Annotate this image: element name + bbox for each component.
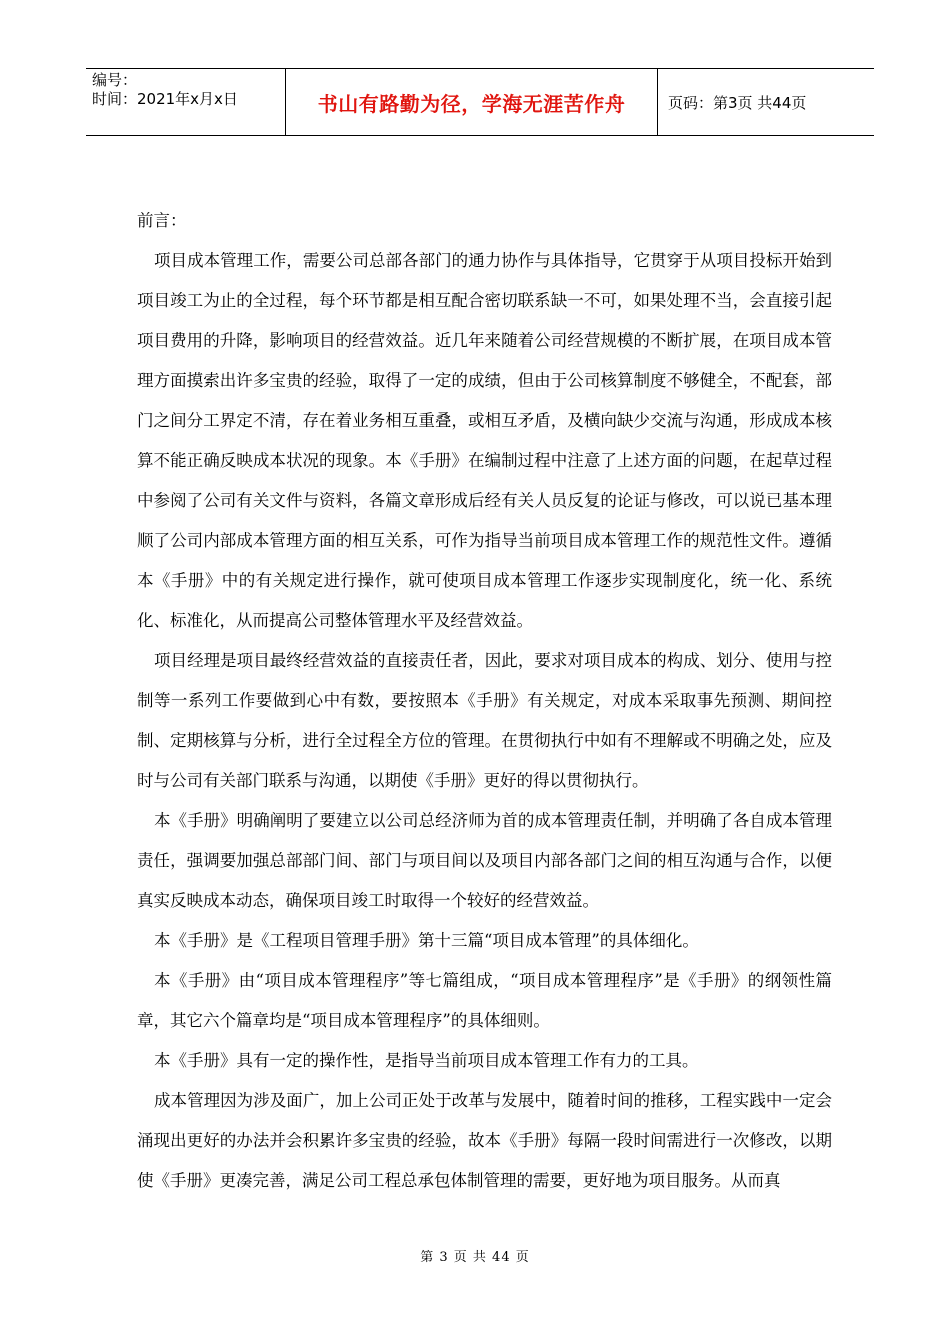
paragraph: 本《手册》是《工程项目管理手册》第十三篇“项目成本管理”的具体细化。 bbox=[154, 931, 699, 950]
paragraph: 项目经理是项目最终经营效益的直接责任者，因此，要求对项目成本的构成、划分、使用与控制等一系列工作要做到心中有数，要按照本《手册》有关规定，对成本采取事先预测、期间控制、定期核算与分析，进行全过程全方位的管理。在贯彻执行中如有不理解或不明确之处，应及时与公司有关部门联系与沟通，以期使《手册》更好的得以贯彻执行。 bbox=[137, 651, 832, 790]
preface-heading: 前言： bbox=[137, 211, 187, 230]
document-date-label: 时间：2021年x月x日 bbox=[92, 90, 238, 108]
document-body bbox=[137, 201, 832, 1201]
header-page-info: 页码：第3页 共44页 bbox=[668, 93, 807, 112]
paragraph: 本《手册》由“项目成本管理程序”等七篇组成，“项目成本管理程序”是《手册》的纲领性篇章，其它六个篇章均是“项目成本管理程序”的具体细则。 bbox=[137, 971, 832, 1030]
paragraph: 本《手册》明确阐明了要建立以公司总经济师为首的成本管理责任制，并明确了各自成本管理责任，强调要加强总部部门间、部门与项目间以及项目内部各部门之间的相互沟通与合作，以便真实反映成本动态，确保项目竣工时取得一个较好的经营效益。 bbox=[137, 811, 832, 910]
paragraph: 本《手册》具有一定的操作性，是指导当前项目成本管理工作有力的工具。 bbox=[154, 1051, 699, 1070]
paragraph: 成本管理因为涉及面广，加上公司正处于改革与发展中，随着时间的推移，工程实践中一定会涌现出更好的办法并会积累许多宝贵的经验，故本《手册》每隔一段时间需进行一次修改，以期使《手册》更凑完善，满足公司工程总承包体制管理的需要，更好地为项目服务。从而真 bbox=[137, 1091, 832, 1190]
header-motto: 书山有路勤为径，学海无涯苦作舟 bbox=[286, 69, 658, 135]
document-number-label: 编号： bbox=[92, 71, 138, 89]
paragraph: 项目成本管理工作，需要公司总部各部门的通力协作与具体指导，它贯穿于从项目投标开始到项目竣工为止的全过程，每个环节都是相互配合密切联系缺一不可，如果处理不当，会直接引起项目费用的升降，影响项目的经营效益。近几年来随着公司经营规模的不断扩展，在项目成本管理方面摸索出许多宝贵的经验，取得了一定的成绩，但由于公司核算制度不够健全，不配套，部门之间分工界定不清，存在着业务相互重叠，或相互矛盾，及横向缺少交流与沟通，形成成本核算不能正确反映成本状况的现象。本《手册》在编制过程中注意了上述方面的问题，在起草过程中参阅了公司有关文件与资料，各篇文章形成后经有关人员反复的论证与修改，可以说已基本理顺了公司内部成本管理方面的相互关系，可作为指导当前项目成本管理工作的规范性文件。遵循本《手册》中的有关规定进行操作，就可使项目成本管理工作逐步实现制度化，统一化、系统化、标准化，从而提高公司整体管理水平及经营效益。 bbox=[137, 251, 832, 630]
page-footer: 第 3 页 共 44 页 bbox=[420, 1250, 530, 1265]
header-meta bbox=[86, 69, 286, 135]
page-header bbox=[86, 68, 874, 136]
